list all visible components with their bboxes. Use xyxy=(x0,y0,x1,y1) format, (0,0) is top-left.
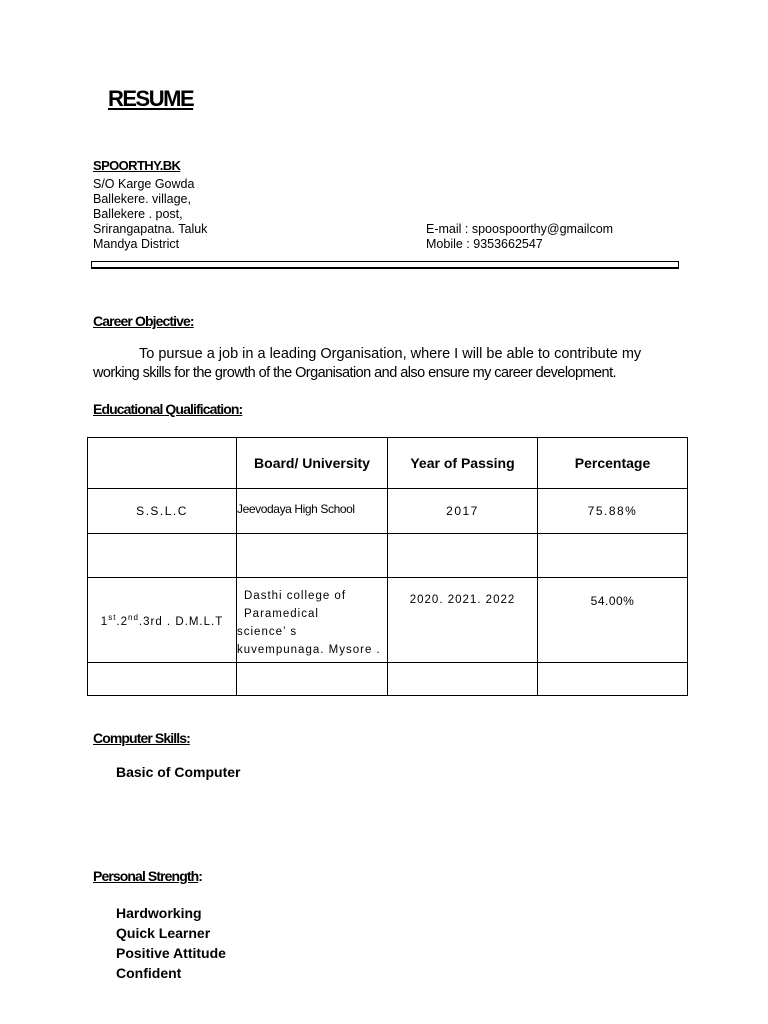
table-cell xyxy=(388,663,538,696)
table-cell xyxy=(237,663,388,696)
table-cell xyxy=(237,534,388,578)
address-line: Mandya District xyxy=(93,237,180,251)
table-cell xyxy=(538,663,688,696)
address-line: Ballekere . post, xyxy=(93,207,183,221)
contact-block xyxy=(426,222,613,252)
objective-line: To pursue a job in a leading Organisation, where I will be able to contribute my xyxy=(139,346,642,362)
address-block xyxy=(93,177,207,252)
header-divider xyxy=(91,261,679,269)
strength-item: Positive Attitude xyxy=(116,945,226,961)
address-line: S/O Karge Gowda xyxy=(93,177,195,191)
board-line: kuvempunaga. Mysore . xyxy=(237,644,381,656)
board-line: science’ s xyxy=(237,626,298,638)
table-cell xyxy=(388,534,538,578)
table-cell xyxy=(538,534,688,578)
address-line: Ballekere. village, xyxy=(93,192,191,206)
table-cell: S.S.L.C xyxy=(88,489,237,534)
email-text: E-mail : spoospoorthy@gmailcom xyxy=(426,222,614,236)
table-cell xyxy=(88,663,237,696)
table-header: Percentage xyxy=(538,438,688,489)
table-row xyxy=(88,578,688,663)
table-header-row xyxy=(88,438,688,489)
computer-skills-heading: Computer Skills: xyxy=(93,730,190,746)
table-header: Year of Passing xyxy=(388,438,538,489)
strength-item: Hardworking xyxy=(116,905,202,921)
education-table xyxy=(87,437,688,696)
table-row xyxy=(88,534,688,578)
resume-title: RESUME xyxy=(108,86,194,111)
table-cell: Jeevodaya High School xyxy=(237,489,388,534)
table-cell: 1st.2nd.3rd . D.M.L.T xyxy=(88,578,237,663)
table-cell: 2017 xyxy=(388,489,538,534)
address-line: Srirangapatna. Taluk xyxy=(93,222,208,236)
table-cell: 54.00% xyxy=(538,578,688,663)
table-header xyxy=(88,438,237,489)
strength-item: Confident xyxy=(116,965,182,981)
table-row xyxy=(88,663,688,696)
strength-item: Quick Learner xyxy=(116,925,211,941)
strength-list xyxy=(116,903,226,983)
table-cell xyxy=(237,578,388,663)
career-objective-text xyxy=(93,345,673,383)
table-cell xyxy=(88,534,237,578)
board-line: Paramedical xyxy=(244,608,319,620)
candidate-name: SPOORTHY.BK xyxy=(93,158,181,173)
education-heading: Educational Qualification: xyxy=(93,401,243,417)
career-objective-heading: Career Objective: xyxy=(93,313,194,329)
skill-item: Basic of Computer xyxy=(116,764,241,780)
mobile-text: Mobile : 9353662547 xyxy=(426,237,543,251)
table-cell: 2020. 2021. 2022 xyxy=(388,578,538,663)
table-row xyxy=(88,489,688,534)
board-line: Dasthi college of xyxy=(244,590,347,602)
personal-strength-heading: Personal Strength: xyxy=(93,868,203,884)
table-cell: 75.88% xyxy=(538,489,688,534)
table-header: Board/ University xyxy=(237,438,388,489)
objective-line: working skills for the growth of the Organisation and also ensure my career development. xyxy=(93,365,617,381)
